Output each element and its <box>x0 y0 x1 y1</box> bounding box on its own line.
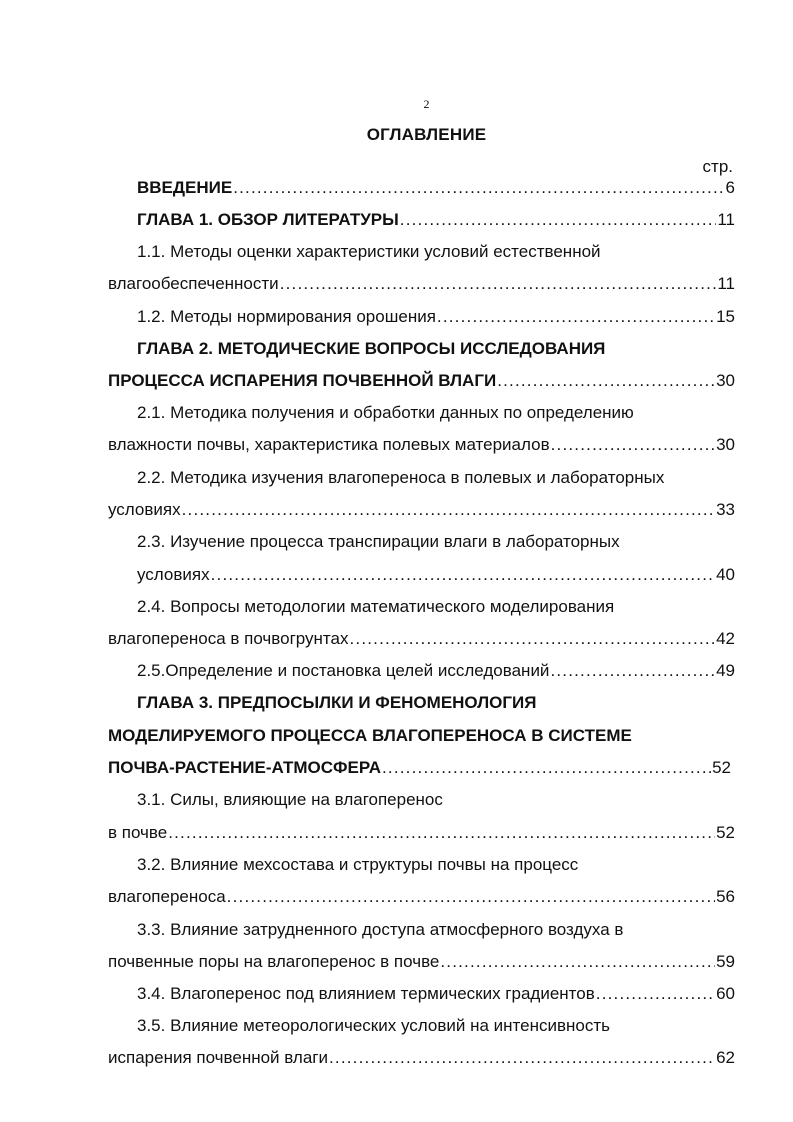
toc-leader-dots <box>440 951 715 973</box>
toc-entry-2-2-line1: 2.2. Методика изучения влагопереноса в полевых и лабораторных <box>137 468 665 487</box>
toc-entry-2-4-line1: 2.4. Вопросы методологии математического моделирования <box>137 597 615 616</box>
toc-entry-page: 11 <box>717 274 735 293</box>
toc-entry-title: влагопереноса <box>108 887 226 906</box>
page-title: ОГЛАВЛЕНИЕ <box>366 125 487 144</box>
toc-entry-3-5[interactable] <box>108 1047 735 1069</box>
toc-entry-3-1[interactable] <box>108 822 735 844</box>
toc-entry-2-5[interactable] <box>137 660 735 682</box>
toc-leader-dots <box>233 177 724 199</box>
toc-entry-page: 30 <box>716 435 735 454</box>
toc-entry-3-2[interactable] <box>108 886 735 908</box>
toc-leader-dots <box>596 983 715 1005</box>
toc-leader-dots <box>280 273 717 295</box>
toc-entry-page: 59 <box>716 952 735 971</box>
toc-entry-title: влажности почвы, характеристика полевых материалов <box>108 435 550 454</box>
toc-entry-page: 56 <box>716 887 735 906</box>
toc-entry-title: 1.2. Методы нормирования орошения <box>137 307 436 326</box>
toc-entry-title: ГЛАВА 1. ОБЗОР ЛИТЕРАТУРЫ <box>137 210 399 229</box>
toc-entry-page: 62 <box>716 1048 735 1067</box>
toc-entry-3-4[interactable] <box>137 983 735 1005</box>
toc-entry-title: условиях <box>137 565 210 584</box>
toc-entry-page: 60 <box>716 984 735 1003</box>
toc-entry-title: ПОЧВА-РАСТЕНИЕ-АТМОСФЕРА <box>108 758 381 777</box>
toc-entry-title: испарения почвенной влаги <box>108 1048 328 1067</box>
toc-entry-page: 40 <box>716 565 735 584</box>
toc-entry-1-1[interactable] <box>108 273 735 295</box>
toc-entry-1-2[interactable] <box>137 306 735 328</box>
toc-entry-page: 52 <box>712 758 731 777</box>
toc-entry-page: 42 <box>716 629 735 648</box>
toc-entry-title: влагопереноса в почвогрунтах <box>108 629 349 648</box>
toc-entry-title: условиях <box>108 500 181 519</box>
toc-entry-2-3[interactable] <box>137 564 735 586</box>
toc-entry-2-1-line1: 2.1. Методика получения и обработки данных по определению <box>137 403 634 422</box>
toc-entry-chapter-2[interactable] <box>108 370 735 392</box>
toc-leader-dots <box>400 209 717 231</box>
toc-entry-3-1-line1: 3.1. Силы, влияющие на влагоперенос <box>137 790 443 809</box>
toc-entry-2-4[interactable] <box>108 628 735 650</box>
toc-entry-2-1[interactable] <box>108 434 735 456</box>
toc-entry-page: 6 <box>725 178 735 197</box>
toc-entry-3-3-line1: 3.3. Влияние затрудненного доступа атмосферного воздуха в <box>137 920 624 939</box>
toc-entry-page: 52 <box>716 823 735 842</box>
toc-leader-dots <box>497 370 715 392</box>
toc-entry-page: 33 <box>716 500 735 519</box>
toc-leader-dots <box>227 886 715 908</box>
toc-leader-dots <box>211 564 715 586</box>
toc-leader-dots <box>182 499 715 521</box>
toc-entry-2-3-line1: 2.3. Изучение процесса транспирации влаги в лабораторных <box>137 532 620 551</box>
toc-leader-dots <box>349 628 715 650</box>
toc-entry-chapter-3-line1: ГЛАВА 3. ПРЕДПОСЫЛКИ И ФЕНОМЕНОЛОГИЯ <box>137 693 537 712</box>
toc-entry-page: 30 <box>716 371 735 390</box>
page-column-label: стр. <box>702 157 733 176</box>
toc-entry-3-5-line1: 3.5. Влияние метеорологических условий на интенсивность <box>137 1016 610 1035</box>
toc-leader-dots <box>551 434 715 456</box>
toc-entry-1-1-line1: 1.1. Методы оценки характеристики условий естественной <box>137 242 601 261</box>
toc-leader-dots <box>168 822 715 844</box>
toc-leader-dots <box>382 757 711 779</box>
toc-entry-intro[interactable] <box>137 177 735 199</box>
toc-leader-dots <box>329 1047 715 1069</box>
toc-entry-page: 15 <box>716 307 735 326</box>
toc-entry-chapter-3-line2: МОДЕЛИРУЕМОГО ПРОЦЕССА ВЛАГОПЕРЕНОСА В СИСТЕМЕ <box>108 726 632 745</box>
toc-leader-dots <box>437 306 715 328</box>
page-number: 2 <box>423 97 430 111</box>
toc-entry-title: в почве <box>108 823 168 842</box>
toc-entry-3-3[interactable] <box>108 951 735 973</box>
toc-entry-title: ВВЕДЕНИЕ <box>137 178 233 197</box>
toc-entry-page: 49 <box>716 661 735 680</box>
toc-entry-chapter-3[interactable] <box>108 757 731 779</box>
toc-entry-chapter-2-line1: ГЛАВА 2. МЕТОДИЧЕСКИЕ ВОПРОСЫ ИССЛЕДОВАНИЯ <box>137 339 606 358</box>
toc-entry-title: влагообеспеченности <box>108 274 279 293</box>
toc-entry-chapter-1[interactable] <box>137 209 735 231</box>
toc-entry-title: ПРОЦЕССА ИСПАРЕНИЯ ПОЧВЕННОЙ ВЛАГИ <box>108 371 497 390</box>
toc-entry-title: почвенные поры на влагоперенос в почве <box>108 952 440 971</box>
toc-entry-2-2[interactable] <box>108 499 735 521</box>
toc-entry-3-2-line1: 3.2. Влияние мехсостава и структуры почвы на процесс <box>137 855 579 874</box>
toc-entry-title: 2.5.Определение и постановка целей исследований <box>137 661 550 680</box>
toc-entry-title: 3.4. Влагоперенос под влиянием термических градиентов <box>137 984 595 1003</box>
toc-leader-dots <box>550 660 715 682</box>
toc-entry-page: 11 <box>717 210 735 229</box>
